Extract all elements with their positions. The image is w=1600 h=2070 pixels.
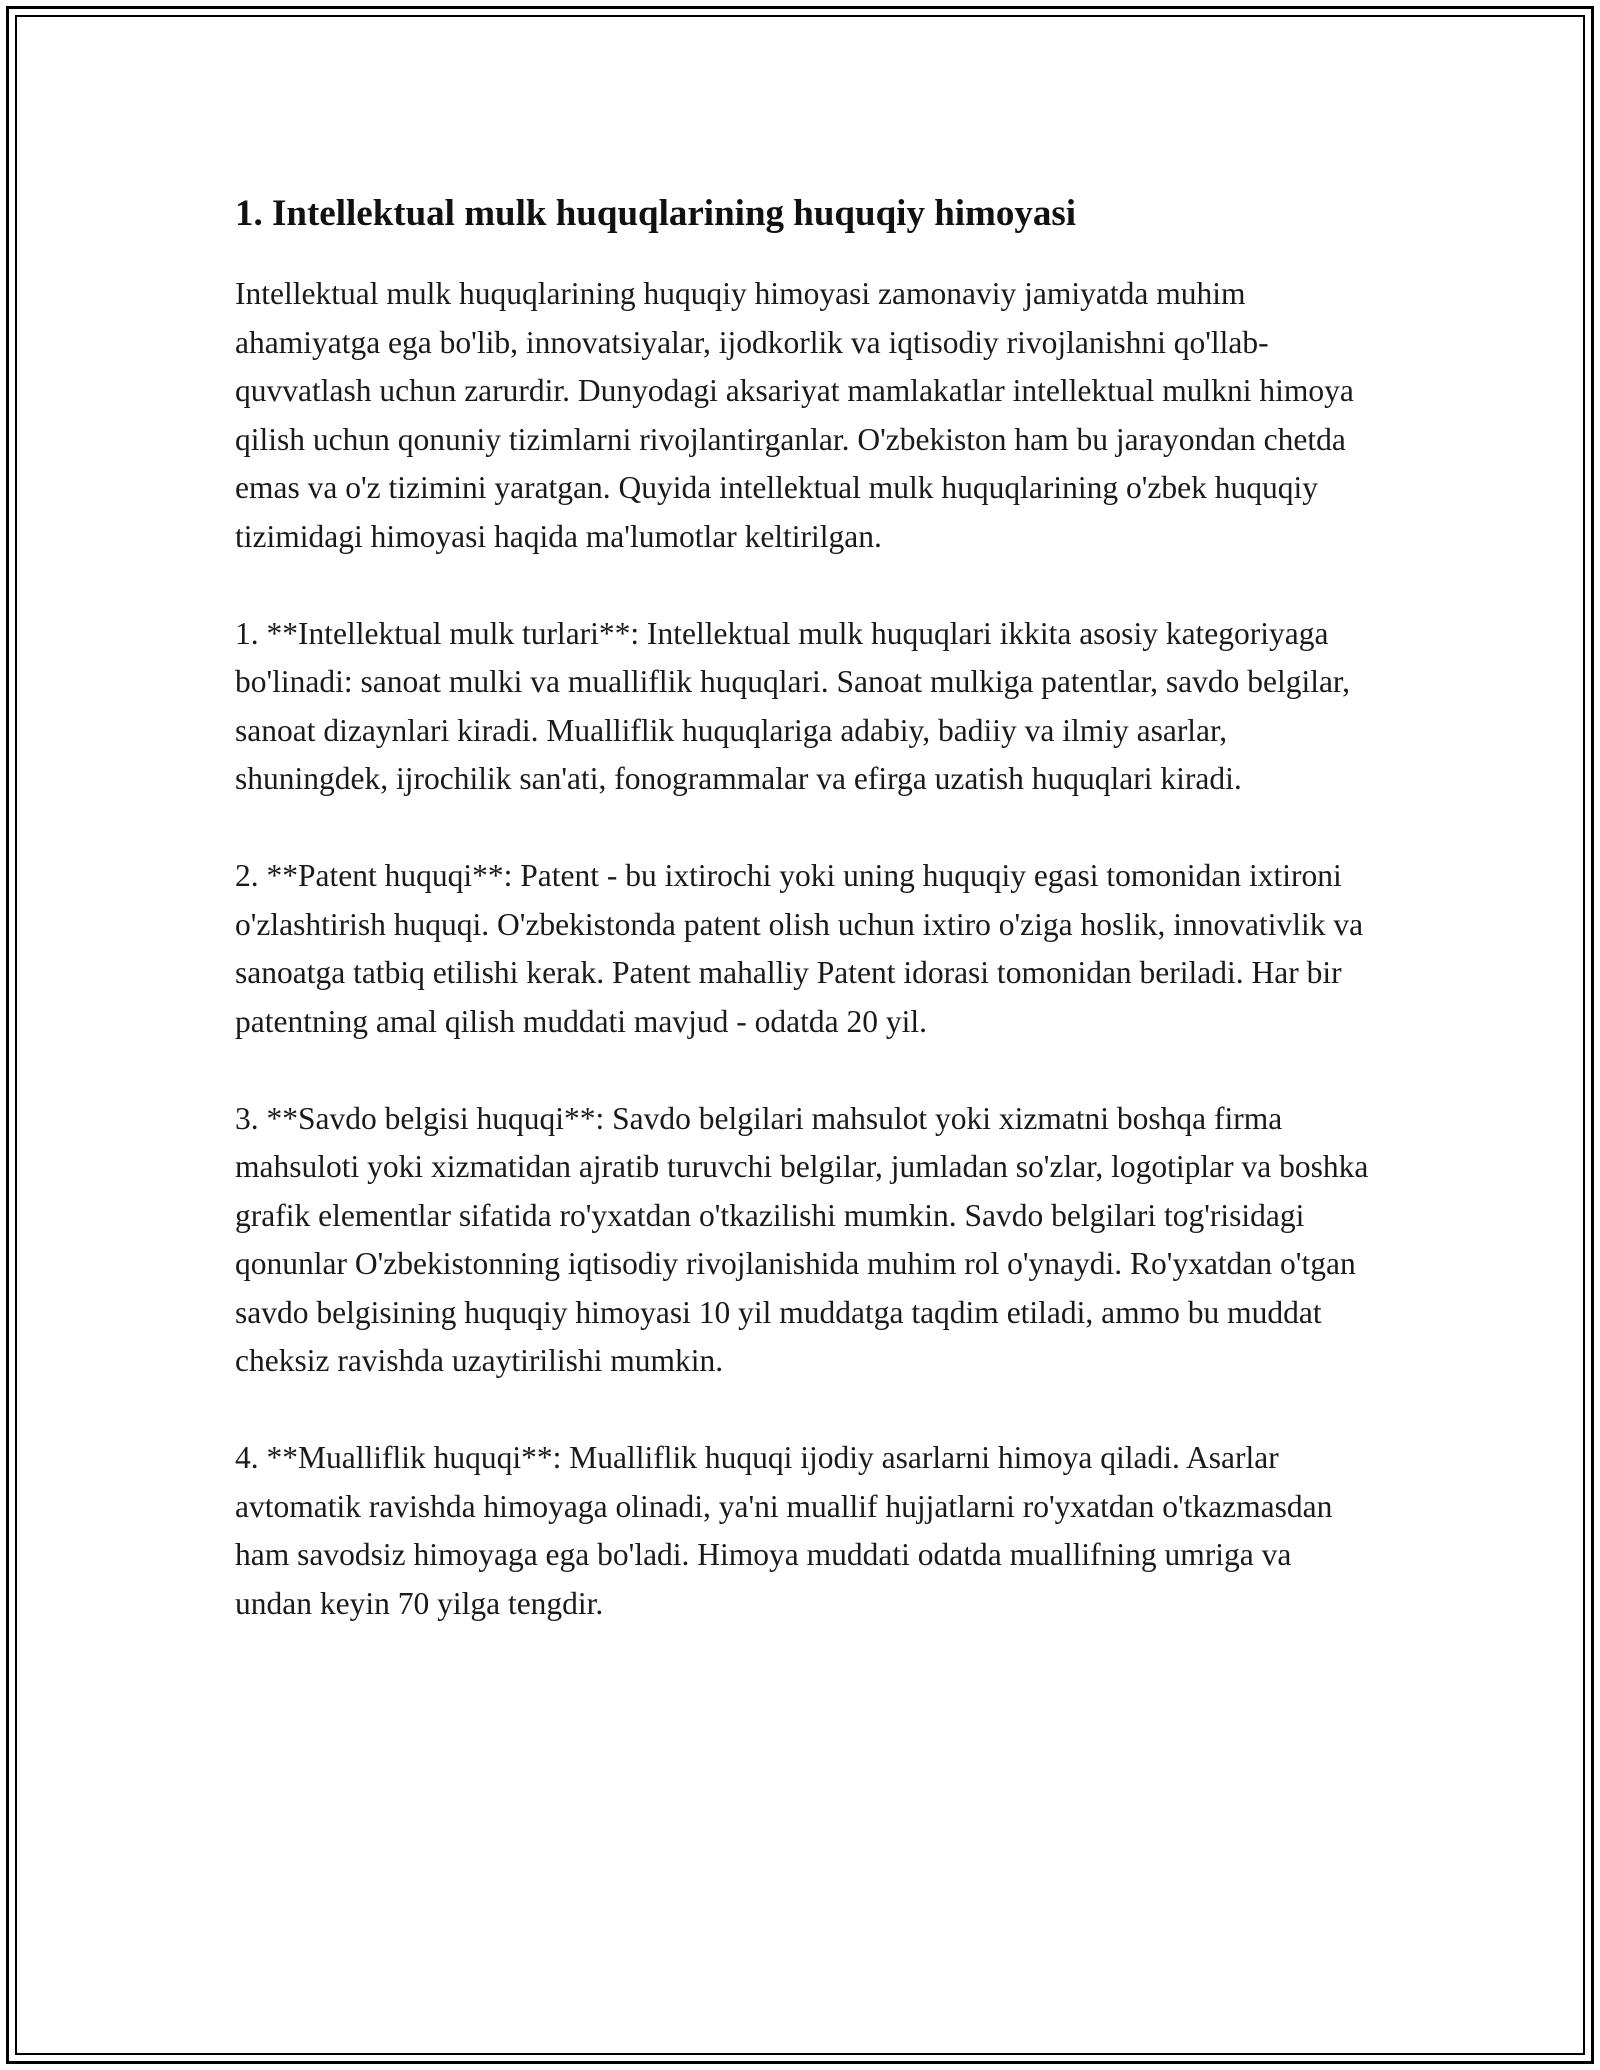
intro-paragraph: Intellektual mulk huquqlarining huquqiy himoyasi zamonaviy jamiyatda muhim ahamiyatga ega bo'lib, innovatsiyalar, ijodkorlik va iqtisodiy rivojlanishni qo'llab-quvvatlash uchun zarurdir. Dunyodagi aksariyat mamlakatlar intellektual mulkni himoya qilish uchun qonuniy tizimlarni rivojlantirganlar. O'zbekiston ham bu jarayondan chetda emas va o'z tizimini yaratgan. Quyida intellektual mulk huquqlarining o'zbek huquqiy tizimidagi himoyasi haqida ma'lumotlar keltirilgan.: [235, 276, 1354, 554]
paragraph-ip-types: 1. **Intellektual mulk turlari**: Intellektual mulk huquqlari ikkita asosiy kategoriyaga bo'linadi: sanoat mulki va mualliflik huquqlari. Sanoat mulkiga patentlar, savdo belgilar, sanoat dizaynlari kiradi. Mualliflik huquqlariga adabiy, badiiy va ilmiy asarlar, shuningdek, ijrochilik san'ati, fonogrammalar va efirga uzatish huquqlari kiradi.: [235, 615, 1351, 796]
document-title: 1. Intellektual mulk huquqlarining huquqiy himoyasi: [235, 193, 1077, 234]
document-body: [235, 188, 1370, 1628]
paragraph-patent-right: 2. **Patent huquqi**: Patent - bu ixtirochi yoki uning huquqiy egasi tomonidan ixtironi o'zlashtirish huquqi. O'zbekistonda patent olish uchun ixtiro o'ziga hoslik, innovativlik va sanoatga tatbiq etilishi kerak. Patent mahalliy Patent idorasi tomonidan beriladi. Har bir patentning amal qilish muddati mavjud - odatda 20 yil.: [235, 858, 1364, 1039]
paragraph-copyright: 4. **Mualliflik huquqi**: Mualliflik huquqi ijodiy asarlarni himoya qiladi. Asarlar avtomatik ravishda himoyaga olinadi, ya'ni muallif hujjatlarni ro'yxatdan o'tkazmasdan ham savodsiz himoyaga ega bo'ladi. Himoya muddati odatda muallifning umriga va undan keyin 70 yilga tengdir.: [235, 1440, 1333, 1621]
paragraph-trademark-right: 3. **Savdo belgisi huquqi**: Savdo belgilari mahsulot yoki xizmatni boshqa firma mahsuloti yoki xizmatidan ajratib turuvchi belgilar, jumladan so'zlar, logotiplar va boshka grafik elementlar sifatida ro'yxatdan o'tkazilishi mumkin. Savdo belgilari tog'risidagi qonunlar O'zbekistonning iqtisodiy rivojlanishida muhim rol o'ynaydi. Ro'yxatdan o'tgan savdo belgisining huquqiy himoyasi 10 yil muddatga taqdim etiladi, ammo bu muddat cheksiz ravishda uzaytirilishi mumkin.: [235, 1100, 1369, 1378]
